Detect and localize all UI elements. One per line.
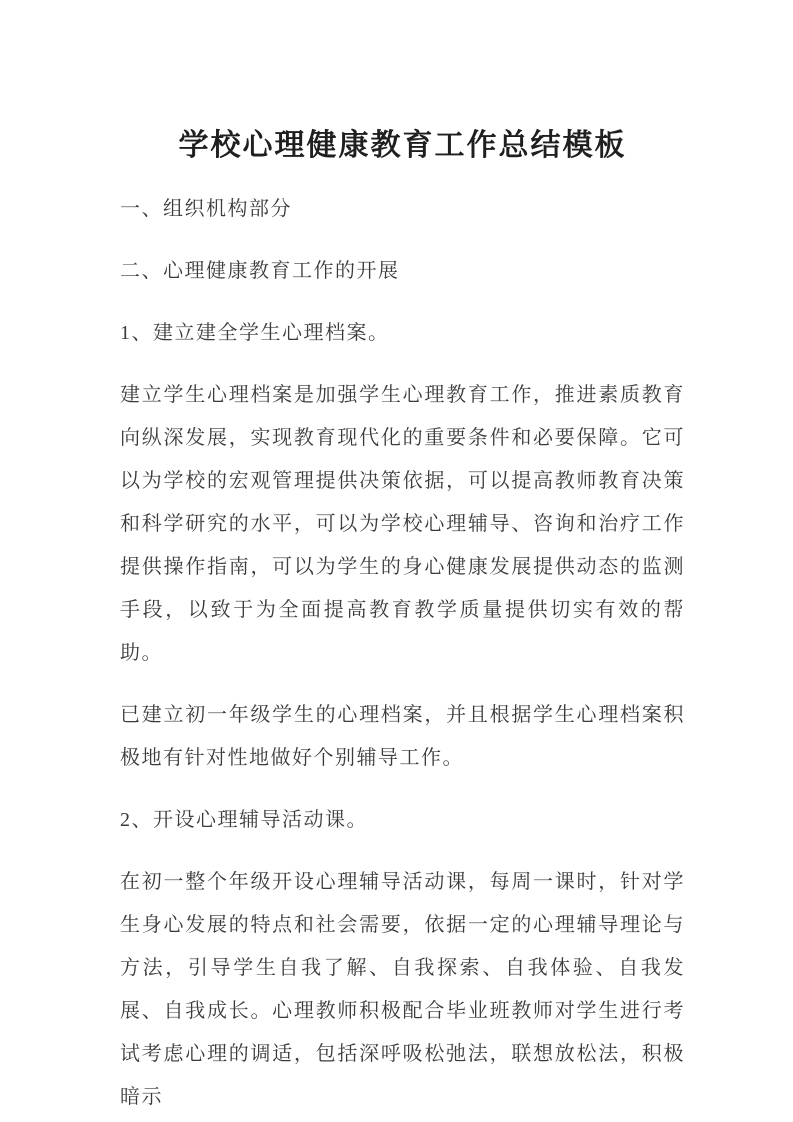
paragraph-archive-established: 已建立初一年级学生的心理档案，并且根据学生心理档案积极地有针对性地做好个别辅导工作。 — [120, 704, 685, 769]
paragraph-counseling-class: 在初一整个年级开设心理辅导活动课，每周一课时，针对学生身心发展的特点和社会需要，依据一定的心理辅导理论与方法，引导学生自我了解、自我探索、自我体验、自我发展、自我成长。心理教师积极配合毕业班教师对学生进行考试考虑心理的调适，包括深呼吸松弛法，联想放松法，积极暗示 — [120, 871, 685, 1108]
section-heading-1: 一、组织机构部分 — [120, 198, 292, 220]
item-heading-2: 2、开设心理辅导活动课。 — [120, 809, 368, 831]
item-heading-1: 1、建立建全学生心理档案。 — [120, 322, 390, 344]
paragraph-archive-importance: 建立学生心理档案是加强学生心理教育工作，推进素质教育向纵深发展，实现教育现代化的重要条件和必要保障。它可以为学校的宏观管理提供决策依据，可以提高教师教育决策和科学研究的水平，可以为学校心理辅导、咨询和治疗工作提供操作指南，可以为学生的身心健康发展提供动态的监测手段，以致于为全面提高教育教学质量提供切实有效的帮助。 — [120, 384, 685, 664]
section-heading-2: 二、心理健康教育工作的开展 — [120, 260, 400, 282]
document-title: 学校心理健康教育工作总结模板 — [178, 129, 627, 162]
